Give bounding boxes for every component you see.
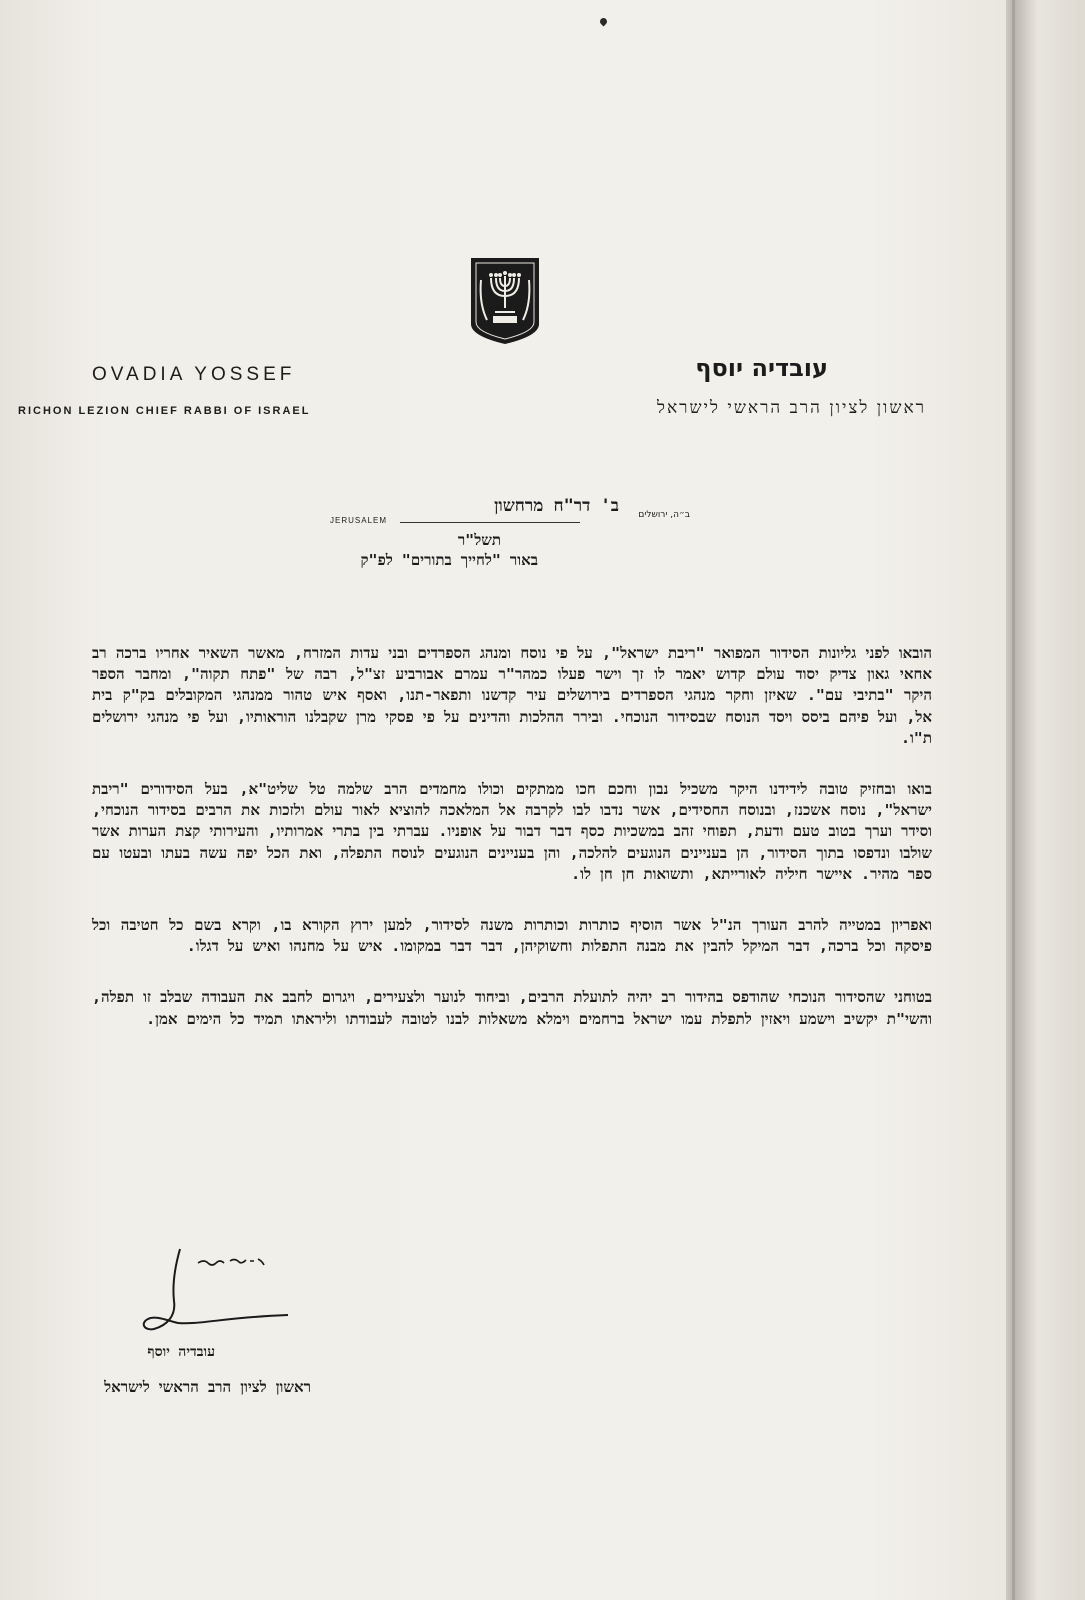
signature-name: עובדיה יוסף xyxy=(147,1344,215,1360)
letter-subject: באור "לחייך בתורים" לפ"ק xyxy=(360,551,538,569)
date-year: תשל"ר xyxy=(457,531,501,549)
letterhead-name-he: עובדיה יוסף xyxy=(695,354,828,382)
letterhead-name-en: OVADIA YOSSEF xyxy=(92,364,296,385)
paragraph-4: בטוחני שהסידור הנוכחי שהודפס בהידור רב יהיה לתועלת הרבים, וביחוד לנוער ולצעירים, ויגרום לחבב את העבודה שבלב זו תפלה, והשי"ת יקשיב וישמע ויאזין לתפלת עמו ישראל ברחמים וימלא משאלות לבנו לטובה לעבודתו וליראתו תמיד כל הימים אמן. xyxy=(92,988,932,1028)
letterhead-title-en: RICHON LEZION CHIEF RABBI OF ISRAEL xyxy=(18,405,311,417)
paragraph-3: ואפריון במטייה להרב העורך הנ"ל אשר הוסיף כותרות וכותרות משנה לסידור, למען ירוץ הקורא בו, וקרא בשם כל חטיבה וכל פיסקה וכל ברכה, דבר המיקל להבין את מבנה התפלות וחשוקיהן, דבר דבר במקומו. איש על מחנהו ואיש על דגלו. xyxy=(92,916,932,956)
menorah-emblem-icon xyxy=(467,254,543,346)
date-place-en: JERUSALEM xyxy=(330,516,388,525)
paragraph-1: הובאו לפני גליונות הסידור המפואר "ריבת ישראל", על פי נוסח ומנהג הספרדים ובני עדות המזרח, מאשר השאיר אחריו ברכה רב אחאי גאון צדיק יסוד עולם קדוש יאמר לו זך וישר פעלו כמהר"ר עמרם אבורביע זצ"ל, רבה של "פתח תקוה", ומחבר הספר היקר "בתיבי עם". שאיזן וחקר מנהגי הספרדים בירושלים עיר קדשנו ותפאר-תנו, ואסף איש טהור ממנהגי המקובלים בק"ק בית אל, ועל פיהם ביסס ויסד הנוסח שבסידור הנוכחי. ובירר ההלכות והדינים על פי פסקי מרן שקבלנו הוראותיו, ועל פי מנהגי ירושלים ת"ו. xyxy=(92,644,932,747)
handwritten-signature xyxy=(138,1243,298,1343)
book-gutter xyxy=(1006,0,1085,1600)
letterhead-title-he: ראשון לציון הרב הראשי לישראל xyxy=(657,398,926,418)
dateline xyxy=(330,496,690,526)
date-place-he: ב״ה, ירושלים xyxy=(638,510,690,520)
letter-body xyxy=(92,643,932,1030)
signature-title: ראשון לציון הרב הראשי לישראל xyxy=(104,1378,311,1396)
ink-mark xyxy=(599,17,609,27)
date-rule xyxy=(400,522,580,523)
paragraph-2: בואו ובחזיק טובה לידידנו היקר משכיל נבון וחכם חכו ממתקים וכולו מחמדים הרב שלמה טל שליט"א, בעל הסידורים "ריבת ישראל", נוסח אשכנז, ובנוסח החסידים, אשר נדבו לבו לקרבה אל המלאכה להוציא לאור עולם ולזכות את הרבים בסידור הנוכחי, וסידר וערך בטוב טעם ודעת, תפוחי זהב במשכיות כסף דבר דבור על אופניו. עברתי בין בתרי אמרותיו, והעירותי קצת הערות אשר שולבו ונדפסו בתוך הסידור, הן בעניינים הנוגעים להלכה, והן בעניינים הנוגעים לנוסח התפלה, ואת הכל יפה עשה בעתו ובעטו עם ספר מהיר. איישר חיליה לאורייתא, ותשואות חן חן לו. xyxy=(92,780,932,883)
date-he: ב' דר"ח מרחשון xyxy=(494,496,619,516)
